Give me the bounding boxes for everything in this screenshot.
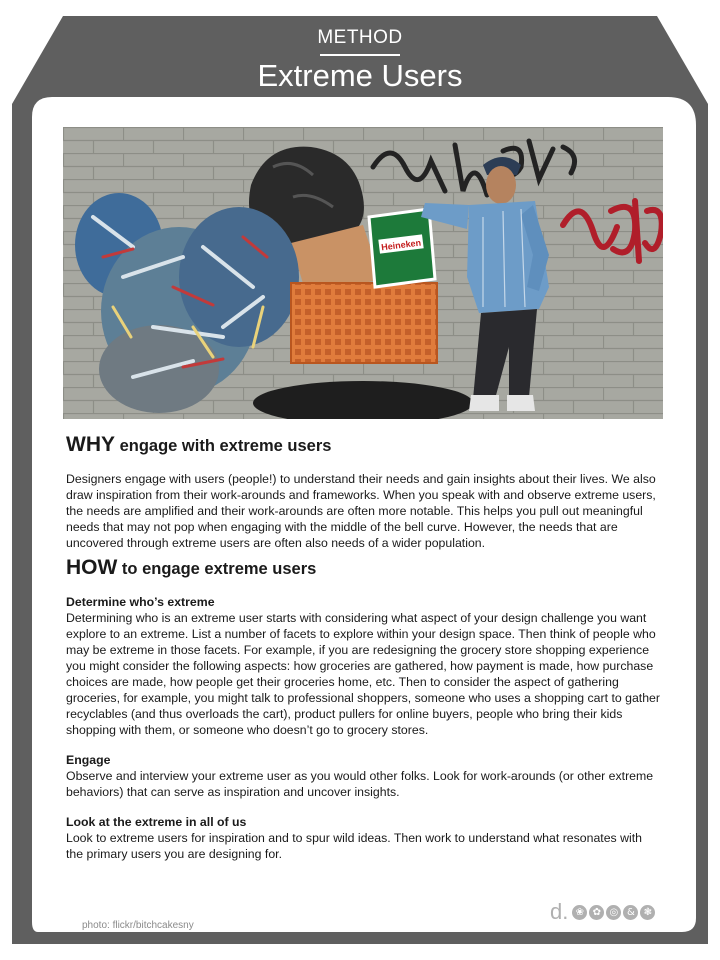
- how-heading-rest: to engage extreme users: [117, 560, 317, 578]
- target-icon: ◎: [606, 905, 621, 920]
- header: [0, 26, 720, 93]
- street-art-photo: [63, 127, 663, 419]
- how-heading-lead: HOW: [66, 556, 118, 579]
- why-heading-lead: WHY: [66, 433, 115, 456]
- main-content: [66, 432, 662, 862]
- why-heading: [66, 432, 662, 459]
- dschool-logo: [550, 900, 655, 924]
- title-divider: [320, 54, 400, 56]
- subsection-title-engage: Engage: [66, 753, 111, 767]
- subsection-body-look: Look to extreme users for inspiration and to spur wild ideas. Then work to understand what resonates with the primary users you are designing for.: [66, 831, 642, 861]
- subsection-title-determine: Determine who’s extreme: [66, 595, 215, 609]
- heineken-label: Heineken: [380, 237, 422, 253]
- ampersand-icon: &: [623, 905, 638, 920]
- subsection-body-engage: Observe and interview your extreme user as you would other folks. Look for work-arounds (or other extreme behaviors) that can serve as inspiration and uncover insights.: [66, 769, 654, 799]
- subsection-title-look: Look at the extreme in all of us: [66, 815, 247, 829]
- flower-icon: ❀: [572, 905, 587, 920]
- blossom-icon: ✿: [589, 905, 604, 920]
- star-flower-icon: ❃: [640, 905, 655, 920]
- method-label: METHOD: [317, 27, 403, 48]
- shopping-cart-crate: [291, 283, 437, 363]
- heineken-box: [369, 209, 435, 287]
- why-body: Designers engage with users (people!) to understand their needs and gain insights about their lives. We also draw inspiration from their work-arounds and frameworks. When you speak with and observe extreme users, the needs are amplified and their work-arounds are often more notable. This helps you pull out meaningful needs that may not pop when engaging with the middle of the bell curve. However, the needs that are uncovered through extreme users are often also needs of a wider population.: [66, 472, 656, 550]
- logo-letter: d.: [550, 899, 569, 924]
- page-title: Extreme Users: [257, 58, 463, 93]
- photo-credit: photo: flickr/bitchcakesny: [82, 920, 194, 931]
- subsection-body-determine: Determining who is an extreme user starts with considering what aspect of your design challenge you want explore to an extreme. List a number of facets to explore within your design space. Then think of people who may be extreme in those facets. For example, if you are redesigning the grocery store shopping experience you might consider the following aspects: how groceries are gathered, how payment is made, how purchase choices are made, how people get their groceries home, etc. Then to consider the aspect of gathering groceries, for example, you might talk to professional shoppers, someone who uses a shopping cart to gather recyclables (and thus overloads the cart), product pullers for online buyers, people who bring their kids shopping with them, or someone who doesn’t go to grocery stores.: [66, 611, 660, 737]
- why-heading-rest: engage with extreme users: [115, 437, 332, 455]
- how-heading: [66, 555, 662, 582]
